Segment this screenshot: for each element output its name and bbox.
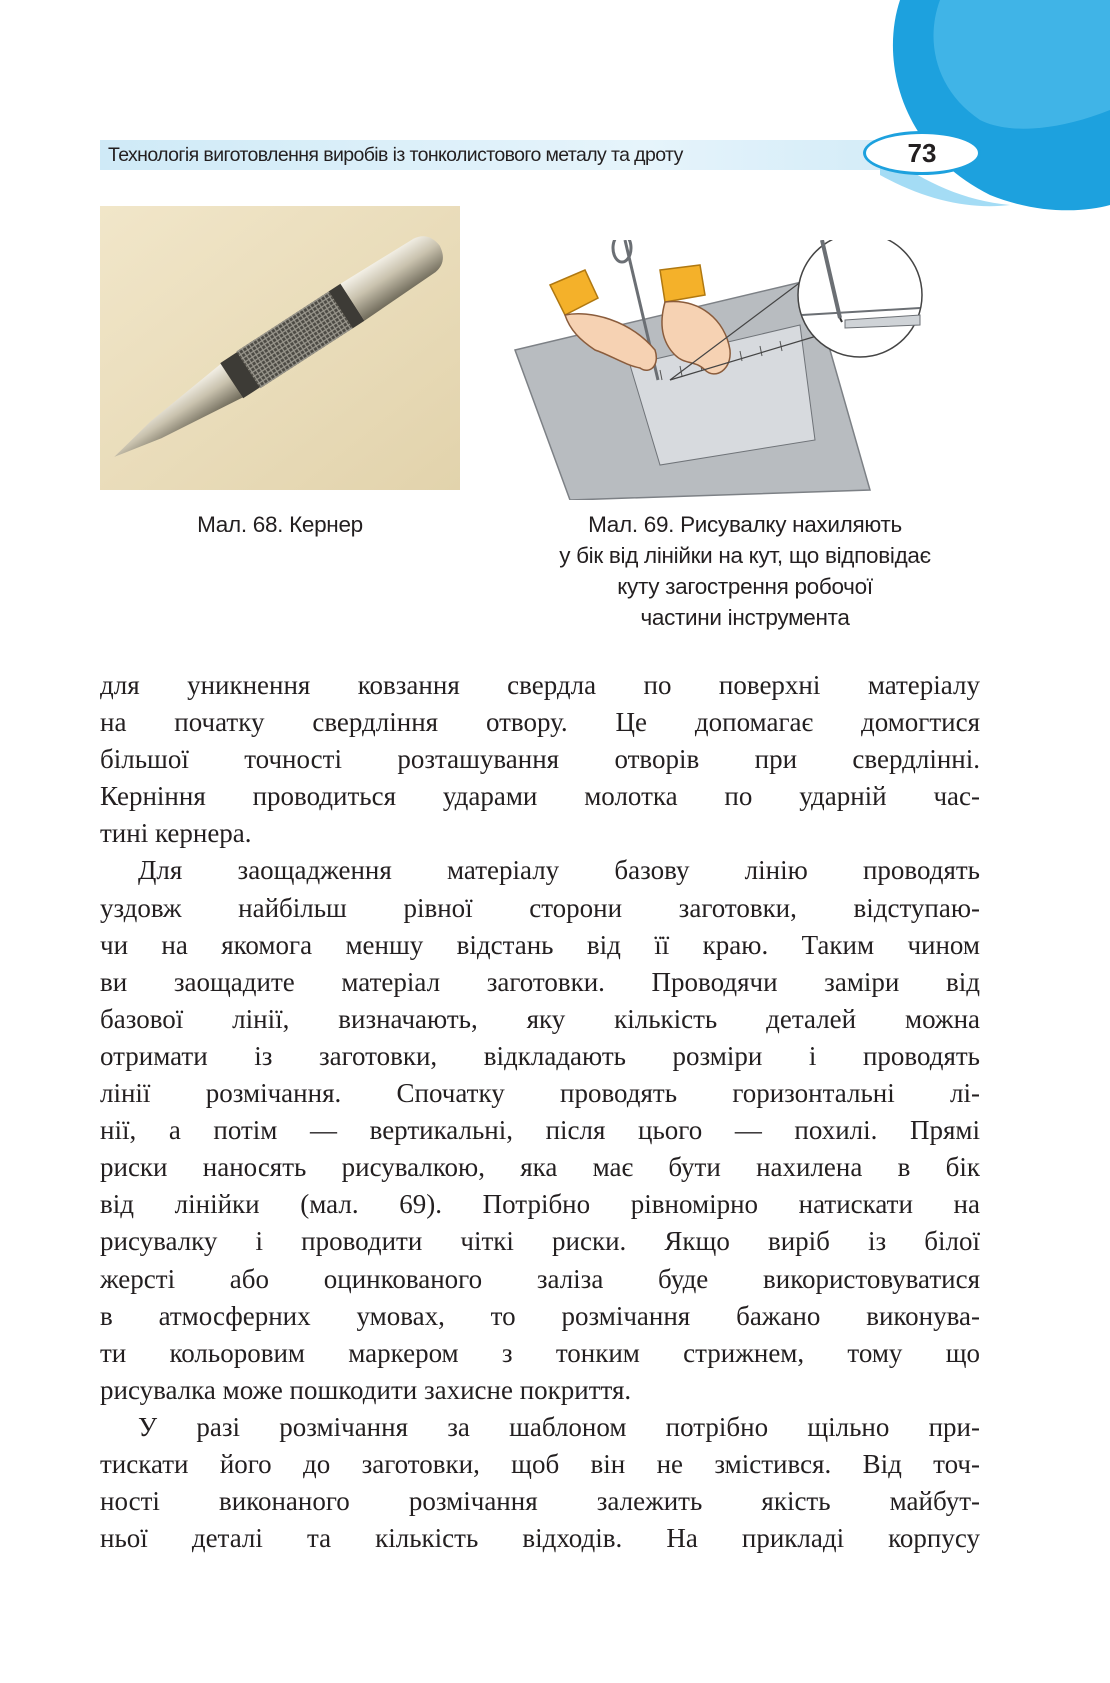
text-line: більшої точності розташування отворів при свердлінні. [100, 744, 980, 775]
page-number: 73 [863, 131, 981, 175]
text-line: У разі розмічання за шаблоном потрібно щільно при- [138, 1411, 980, 1442]
text-line: ньої деталі та кількість відходів. На прикладі корпусу [100, 1523, 980, 1554]
scriber-drawing-illustration [510, 240, 980, 500]
paragraph [100, 1409, 980, 1557]
caption-line: частини інструмента [640, 605, 850, 630]
text-line: ти кольоровим маркером з тонким стрижнем, тому що [100, 1337, 980, 1368]
text-line: чи на якомога меншу відстань від її краю. Таким чином [100, 929, 980, 960]
figure-69-caption [490, 509, 1000, 633]
text-line: на початку свердління отвору. Це допомагає домогтися [100, 707, 980, 738]
body-text [100, 667, 980, 1557]
text-line: риски наносять рисувалкою, яка має бути нахилена в бік [100, 1152, 980, 1183]
text-line: рисувалка може пошкодити захисне покриття. [100, 1374, 632, 1405]
text-line: ності виконаного розмічання залежить якість майбут- [100, 1486, 980, 1517]
text-line: для уникнення ковзання свердла по поверхні матеріалу [100, 670, 980, 700]
caption-line: у бік від лінійки на кут, що відповідає [559, 543, 931, 568]
running-header-title: Технологія виготовлення виробів із тонколистового металу та дроту [108, 144, 683, 166]
paragraph [100, 852, 980, 1408]
text-line: отримати із заготовки, відкладають розміри і проводять [100, 1040, 980, 1071]
text-line: в атмосферних умовах, то розмічання бажано виконува- [100, 1300, 980, 1331]
text-line: уздовж найбільш рівної сторони заготовки, відступаю- [100, 892, 980, 923]
text-line: тискати його до заготовки, щоб він не змістився. Від точ- [100, 1448, 980, 1479]
caption-line: куту загострення робочої [617, 574, 873, 599]
text-line: нії, а потім — вертикальні, після цього — похилі. Прямі [100, 1115, 980, 1146]
figure-68-caption: Мал. 68. Кернер [197, 512, 363, 537]
text-line: Керніння проводиться ударами молотка по ударній час- [100, 781, 980, 812]
center-punch-photo [100, 206, 460, 490]
text-line: від лінійки (мал. 69). Потрібно рівномірно натискати на [100, 1189, 980, 1220]
text-line: жерсті або оцинкованого заліза буде використовуватися [100, 1263, 980, 1294]
caption-line: Мал. 69. Рисувалку нахиляють [588, 512, 902, 537]
text-line: ви заощадите матеріал заготовки. Проводячи заміри від [100, 966, 980, 997]
text-line: лінії розмічання. Спочатку проводять горизонтальні лі- [100, 1078, 980, 1109]
text-line: тині кернера. [100, 818, 252, 849]
text-line: Для заощадження матеріалу базову лінію проводять [138, 855, 980, 886]
text-line: базової лінії, визначають, яку кількість деталей можна [100, 1003, 980, 1034]
text-line: рисувалку і проводити чіткі риски. Якщо виріб із білої [100, 1226, 980, 1257]
paragraph [100, 667, 980, 852]
